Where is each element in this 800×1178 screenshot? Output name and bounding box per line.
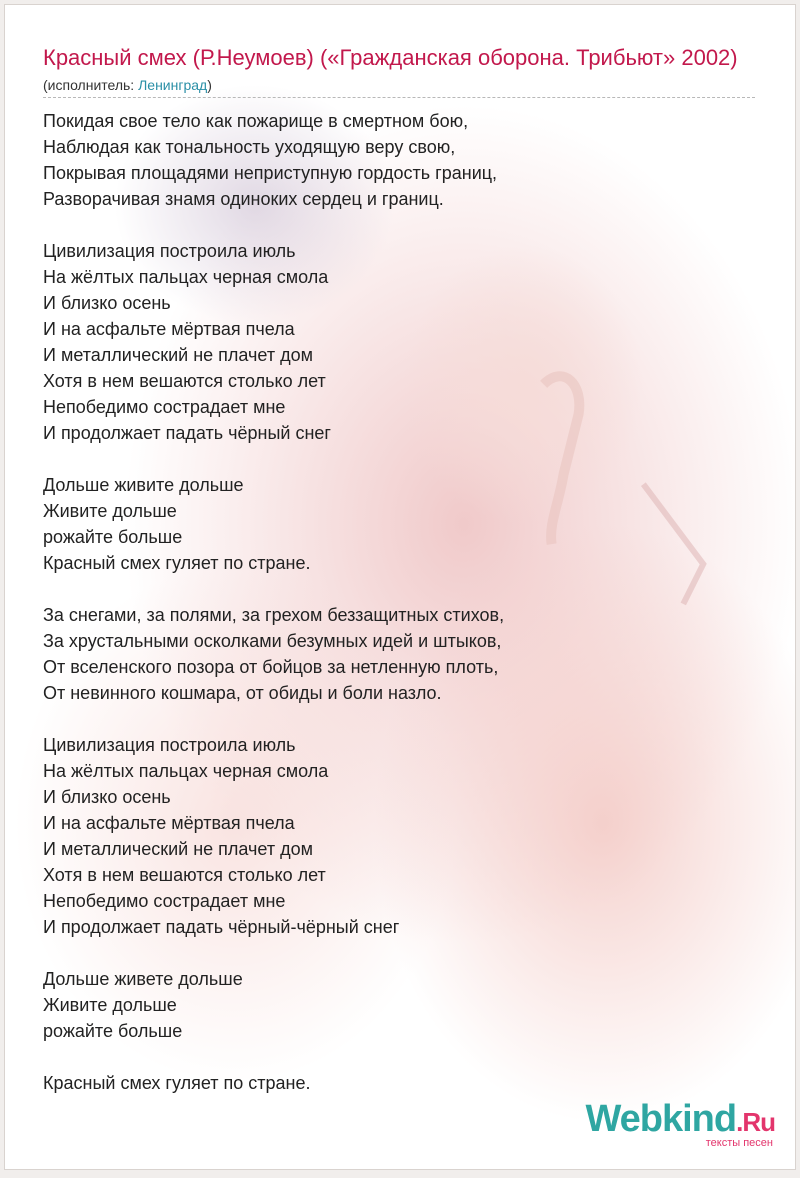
lyric-line: И на асфальте мёртвая пчела: [43, 813, 295, 833]
lyric-line: На жёлтых пальцах черная смола: [43, 267, 329, 287]
lyric-line: Разворачивая знамя одиноких сердец и границ.: [43, 189, 444, 209]
lyric-line: Дольше живите дольше: [43, 475, 244, 495]
page: [4, 4, 796, 1170]
lyrics-stanza: [43, 966, 755, 1044]
logo-tagline: тексты песен: [705, 1137, 773, 1149]
lyric-line: Живите дольше: [43, 501, 177, 521]
lyric-line: Непобедимо сострадает мне: [43, 397, 286, 417]
lyric-line: И близко осень: [43, 787, 171, 807]
lyric-line: И продолжает падать чёрный снег: [43, 423, 331, 443]
lyric-line: рожайте больше: [43, 527, 183, 547]
lyric-line: Цивилизация построила июль: [43, 735, 296, 755]
lyric-line: На жёлтых пальцах черная смола: [43, 761, 329, 781]
lyrics-stanza: [43, 238, 755, 446]
lyric-line: Хотя в нем вешаются столько лет: [43, 865, 326, 885]
lyrics-stanza: [43, 602, 755, 706]
lyric-line: Наблюдая как тональность уходящую веру свою,: [43, 137, 456, 157]
lyrics: [43, 108, 755, 1096]
performer-suffix: ): [207, 77, 212, 93]
lyric-line: От вселенского позора от бойцов за нетленную плоть,: [43, 657, 499, 677]
logo-tld: .Ru: [736, 1107, 775, 1137]
lyric-line: Красный смех гуляет по стране.: [43, 553, 311, 573]
logo-name: Webkind: [585, 1098, 737, 1140]
performer-link[interactable]: Ленинград: [138, 77, 208, 93]
site-logo[interactable]: [585, 1100, 775, 1149]
lyric-line: И металлический не плачет дом: [43, 345, 313, 365]
lyric-line: И продолжает падать чёрный-чёрный снег: [43, 917, 400, 937]
lyric-line: Покрывая площадями неприступную гордость границ,: [43, 163, 498, 183]
content: [5, 5, 795, 1096]
lyric-line: За снегами, за полями, за грехом беззащитных стихов,: [43, 605, 505, 625]
lyric-line: Красный смех гуляет по стране.: [43, 1073, 311, 1093]
lyrics-stanza: [43, 732, 755, 940]
lyric-line: И на асфальте мёртвая пчела: [43, 319, 295, 339]
lyric-line: рожайте больше: [43, 1021, 183, 1041]
lyrics-stanza: [43, 472, 755, 576]
lyrics-stanza: [43, 1070, 755, 1096]
lyric-line: И близко осень: [43, 293, 171, 313]
performer-line: [43, 76, 755, 98]
lyric-line: Покидая свое тело как пожарище в смертном бою,: [43, 111, 469, 131]
lyric-line: Цивилизация построила июль: [43, 241, 296, 261]
lyric-line: Непобедимо сострадает мне: [43, 891, 286, 911]
lyric-line: Дольше живете дольше: [43, 969, 243, 989]
lyric-line: От невинного кошмара, от обиды и боли назло.: [43, 683, 442, 703]
song-title: Красный смех (Р.Неумоев) («Гражданская оборона. Трибьют» 2002): [43, 45, 738, 70]
lyric-line: И металлический не плачет дом: [43, 839, 313, 859]
lyric-line: За хрустальными осколками безумных идей и штыков,: [43, 631, 502, 651]
lyric-line: Хотя в нем вешаются столько лет: [43, 371, 326, 391]
lyrics-stanza: [43, 108, 755, 212]
performer-prefix: (исполнитель:: [43, 77, 139, 93]
lyric-line: Живите дольше: [43, 995, 177, 1015]
